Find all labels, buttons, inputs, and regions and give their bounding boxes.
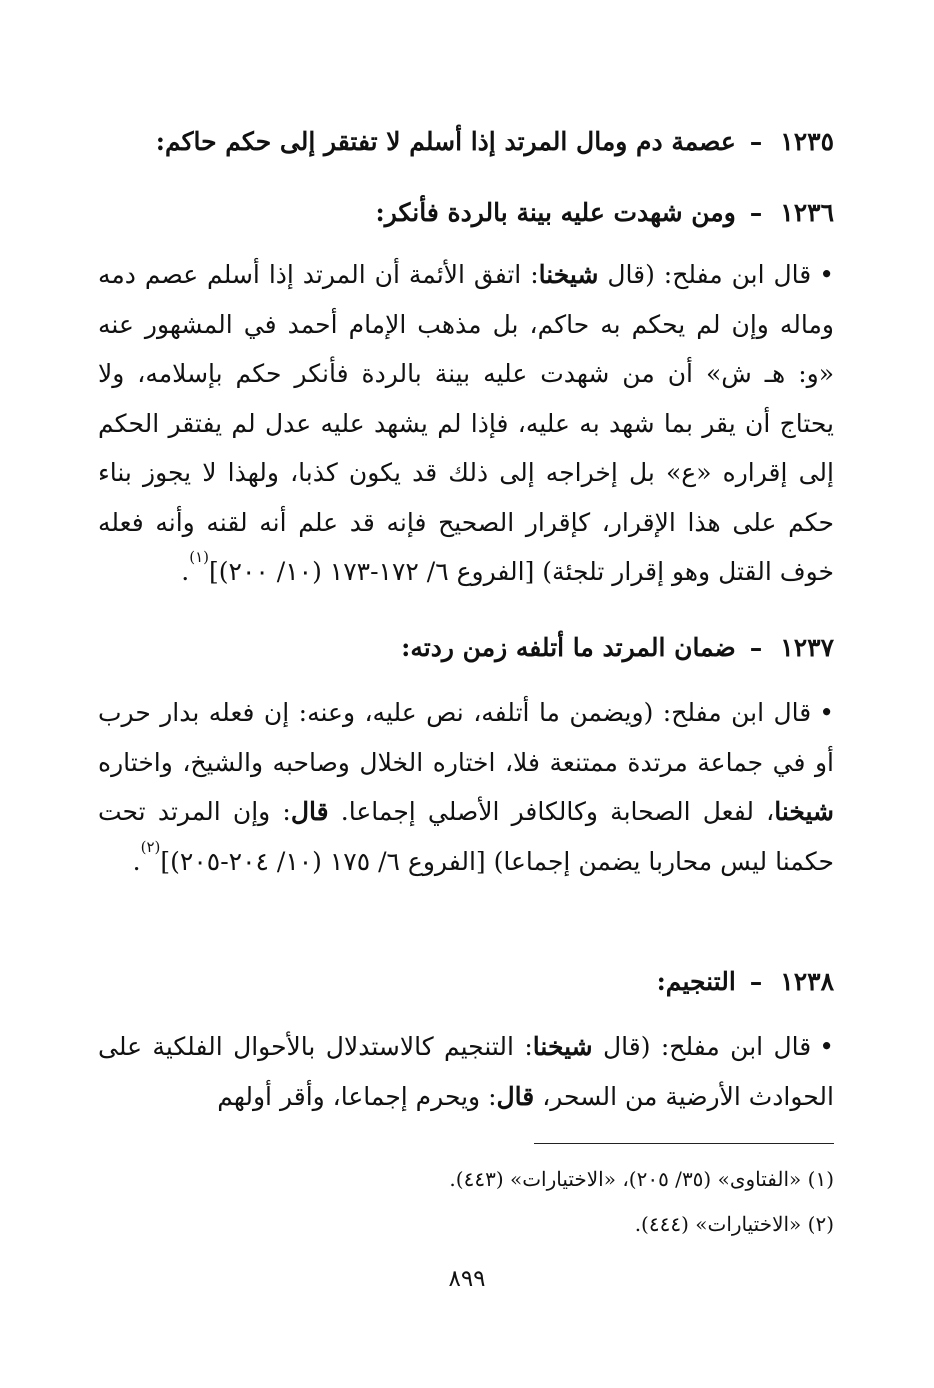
heading-text: ضمان المرتد ما أتلفه زمن ردته: bbox=[401, 633, 736, 662]
entry-number: ١٢٣٧ bbox=[780, 633, 834, 662]
sheikh-term: شيخنا bbox=[532, 1032, 593, 1061]
qal-term: قال bbox=[496, 1081, 535, 1111]
para-body: : اتفق الأئمة أن المرتد إذا أسلم عصم دمه وماله وإن لم يحكم به حاكم، بل مذهب الإمام أحمد في المشهور عنه «و: هـ ش» أن من شهدت عليه بينة بالردة فأنكر حكم بإسلامه، ولا يحتاج أن يقر بما شهد به عليه، فإذا لم يشهد عليه عدل لم يفتقر الحكم إلى إقراره «ع» بل إخراجه إلى ذلك قد يكون كذبا، ولهذا لا يجوز بناء حكم على هذا الإقرار، كإقرار الصحيح فإنه قد علم أنه لقنه وأنه فعله خوف القتل وهو إقرار تلجئة) [الفروع ٦/ ١٧٢-١٧٣ (١٠/ ٢٠٠)] bbox=[98, 260, 834, 586]
entry-number: ١٢٣٥ bbox=[780, 127, 834, 156]
heading-text: عصمة دم ومال المرتد إذا أسلم لا تفتقر إلى حكم حاكم: bbox=[155, 127, 736, 156]
bullet-icon: • bbox=[819, 698, 834, 727]
qal-term: قال bbox=[290, 797, 329, 826]
footnote-1: (١) «الفتاوى» (٣٥/ ٢٠٥)، «الاختيارات» (٤٤٣). bbox=[449, 1167, 834, 1191]
bullet-icon: • bbox=[819, 1032, 834, 1061]
heading-text: التنجيم: bbox=[656, 967, 736, 996]
footnote-ref-1: (١) bbox=[189, 548, 210, 566]
para-mid: ، لفعل الصحابة وكالكافر الأصلي إجماعا. bbox=[340, 797, 775, 826]
sheikh-term: شيخنا bbox=[538, 260, 599, 289]
heading-1236 bbox=[98, 193, 834, 233]
para-lead: قال ابن مفلح: (قال bbox=[607, 260, 812, 289]
para-body: : ويحرم إجماعا، وأقر أولهم bbox=[217, 1081, 497, 1111]
para-body: : وإن المرتد تحت حكمنا ليس محاربا يضمن إجماعا) [الفروع ٦/ ١٧٥ (١٠/ ٢٠٤-٢٠٥)] bbox=[98, 797, 834, 876]
para-mid: : التنجيم كالاستدلال بالأحوال الفلكية على الحوادث الأرضية من السحر، bbox=[98, 1032, 834, 1111]
paragraph-1237 bbox=[98, 688, 834, 886]
sheikh-term: شيخنا bbox=[774, 797, 834, 826]
paragraph-1236 bbox=[98, 250, 834, 597]
entry-dash: – bbox=[749, 127, 763, 156]
heading-1235 bbox=[98, 122, 834, 162]
para-end: . bbox=[181, 557, 190, 586]
heading-1238 bbox=[98, 962, 834, 1002]
entry-number: ١٢٣٦ bbox=[780, 198, 834, 227]
bullet-icon: • bbox=[819, 260, 834, 289]
para-lead: قال ابن مفلح: (قال bbox=[603, 1032, 812, 1061]
entry-number: ١٢٣٨ bbox=[780, 967, 834, 996]
footnote-ref-2: (٢) bbox=[140, 837, 161, 856]
entry-dash: – bbox=[749, 633, 763, 662]
entry-dash: – bbox=[749, 198, 763, 227]
paragraph-1238 bbox=[98, 1022, 834, 1121]
footnote-2: (٢) «الاختيارات» (٤٤٤). bbox=[634, 1212, 834, 1236]
para-lead: قال ابن مفلح: (ويضمن ما أتلفه، نص عليه، وعنه: إن فعله بدار حرب أو في جماعة مرتدة ممتنعة فلا، اختاره الخلال وصاحبه والشيخ، واختاره bbox=[98, 698, 834, 777]
heading-text: ومن شهدت عليه بينة بالردة فأنكر: bbox=[375, 198, 736, 227]
para-end: . bbox=[132, 846, 141, 876]
heading-1237 bbox=[98, 628, 834, 668]
page-number: ٨٩٩ bbox=[448, 1266, 486, 1292]
entry-dash: – bbox=[749, 967, 763, 996]
footnote-divider bbox=[534, 1143, 834, 1144]
